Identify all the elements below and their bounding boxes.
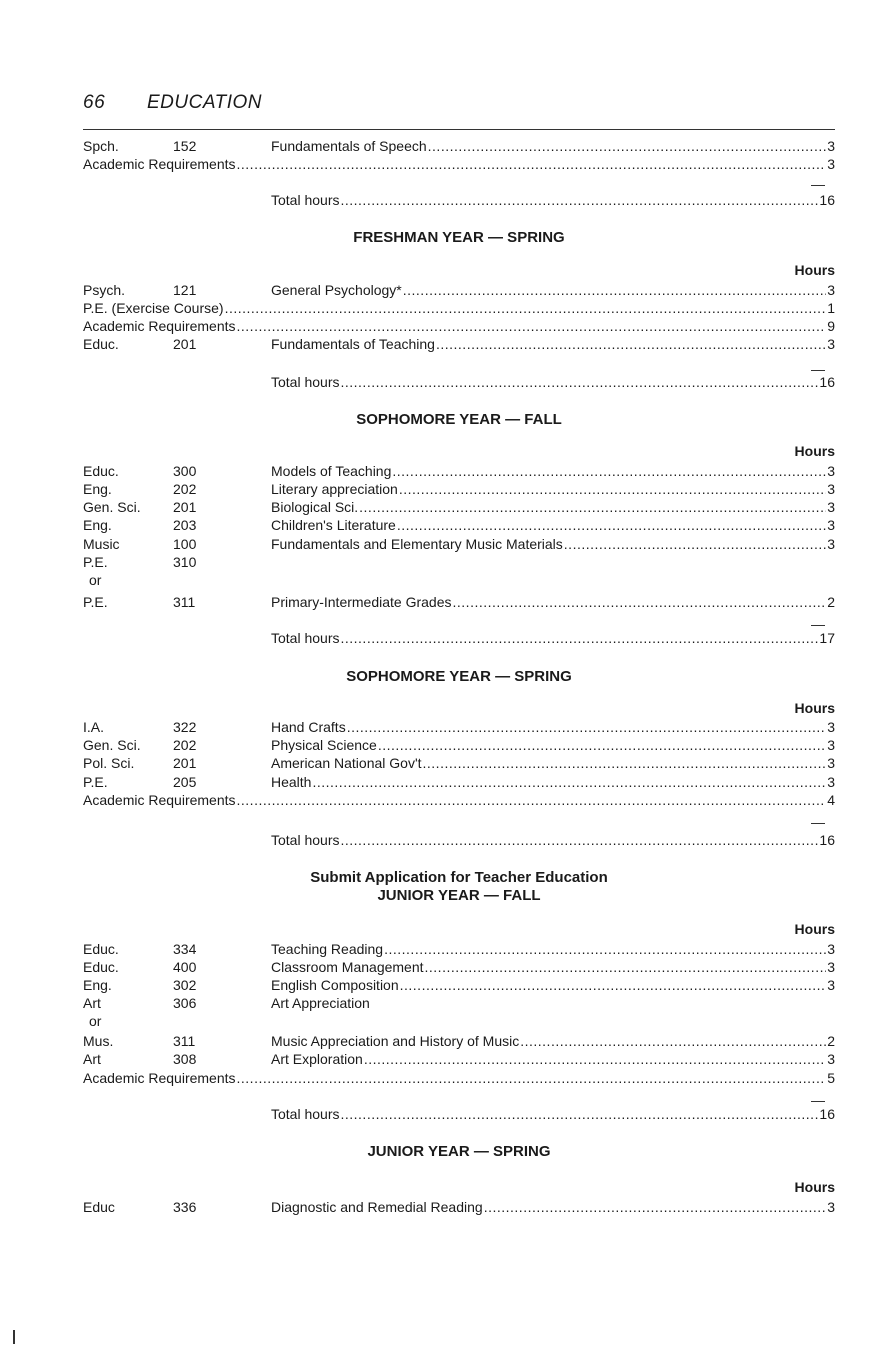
course-number: 300 xyxy=(173,463,197,479)
total-row xyxy=(83,831,835,849)
course-number: 311 xyxy=(173,1033,196,1049)
dot-leader xyxy=(237,155,827,173)
total-label: Total hours xyxy=(271,192,340,208)
course-row xyxy=(83,718,835,736)
course-title: Hand Crafts xyxy=(271,719,346,735)
course-dept: Educ. xyxy=(83,336,119,352)
course-line xyxy=(271,1198,835,1216)
course-line xyxy=(271,1050,835,1068)
course-hours: 9 xyxy=(827,318,835,334)
course-title: Models of Teaching xyxy=(271,463,392,479)
course-row xyxy=(83,335,835,353)
total-line xyxy=(271,629,835,647)
course-number: 201 xyxy=(173,755,197,771)
course-hours: 2 xyxy=(827,594,835,610)
course-hours: 3 xyxy=(827,517,835,533)
course-row xyxy=(83,976,835,994)
course-line xyxy=(271,994,835,1012)
course-row xyxy=(83,958,835,976)
course-number: 201 xyxy=(173,499,197,515)
section-title: SOPHOMORE YEAR — FALL xyxy=(356,411,562,428)
course-hours: 2 xyxy=(827,1033,835,1049)
total-label: Total hours xyxy=(271,832,340,848)
total-line xyxy=(271,373,835,391)
course-row xyxy=(83,773,835,791)
course-line xyxy=(83,791,835,809)
dot-leader xyxy=(347,718,827,736)
course-hours: 3 xyxy=(827,1199,835,1215)
dot-leader xyxy=(225,299,827,317)
course-title: Fundamentals and Elementary Music Materials xyxy=(271,536,563,552)
course-title: American National Gov't xyxy=(271,755,422,771)
course-dept: Educ. xyxy=(83,941,119,957)
page-number: 66 xyxy=(83,92,106,113)
dot-leader xyxy=(237,1069,827,1087)
course-line xyxy=(83,155,835,173)
course-title: Children's Literature xyxy=(271,517,396,533)
course-dept: Mus. xyxy=(83,1033,114,1049)
course-dept: Spch. xyxy=(83,138,119,154)
course-line xyxy=(271,754,835,772)
total-dash xyxy=(811,823,825,824)
course-dept: Art xyxy=(83,1051,101,1067)
course-dept: P.E. xyxy=(83,594,108,610)
total-row xyxy=(83,1105,835,1123)
course-hours: 3 xyxy=(827,1051,835,1067)
dot-leader xyxy=(340,629,818,647)
dot-leader xyxy=(340,191,818,209)
course-hours: 3 xyxy=(827,755,835,771)
course-hours: 5 xyxy=(827,1070,835,1086)
dot-leader xyxy=(237,791,827,809)
course-dept: Educ xyxy=(83,1199,115,1215)
course-title: Primary-Intermediate Grades xyxy=(271,594,452,610)
course-title: Diagnostic and Remedial Reading xyxy=(271,1199,483,1215)
course-number: 308 xyxy=(173,1051,197,1067)
course-dept: Eng. xyxy=(83,517,112,533)
section-title: FRESHMAN YEAR — SPRING xyxy=(353,229,565,246)
course-number: 306 xyxy=(173,995,197,1011)
course-number: 322 xyxy=(173,719,197,735)
course-hours: 3 xyxy=(827,774,835,790)
course-row xyxy=(83,1050,835,1068)
course-number: 202 xyxy=(173,737,197,753)
course-hours: 3 xyxy=(827,536,835,552)
dot-leader xyxy=(436,335,826,353)
course-line xyxy=(271,940,835,958)
course-title: P.E. (Exercise Course) xyxy=(83,300,224,316)
course-line xyxy=(83,299,835,317)
course-row xyxy=(83,1032,835,1050)
total-row xyxy=(83,373,835,391)
course-row xyxy=(83,1198,835,1216)
total-dash xyxy=(811,370,825,371)
dot-leader xyxy=(340,373,818,391)
page-title: EDUCATION xyxy=(147,92,262,113)
section-title: SOPHOMORE YEAR — SPRING xyxy=(346,668,572,685)
course-number: 400 xyxy=(173,959,197,975)
course-number: 201 xyxy=(173,336,197,352)
course-row xyxy=(83,480,835,498)
course-title: Academic Requirements xyxy=(83,318,236,334)
course-number: 334 xyxy=(173,941,197,957)
course-dept: or xyxy=(89,572,102,588)
course-row xyxy=(83,754,835,772)
course-dept: P.E. xyxy=(83,554,108,570)
course-hours: 3 xyxy=(827,463,835,479)
course-hours: 3 xyxy=(827,282,835,298)
course-line xyxy=(271,498,835,516)
course-number: 121 xyxy=(173,282,197,298)
total-hours: 17 xyxy=(819,630,835,646)
hours-header: Hours xyxy=(794,700,835,716)
dot-leader xyxy=(384,940,826,958)
course-title: Teaching Reading xyxy=(271,941,384,957)
course-row xyxy=(83,553,835,571)
course-dept: Pol. Sci. xyxy=(83,755,135,771)
course-title: Art Appreciation xyxy=(271,995,370,1011)
total-dash xyxy=(811,185,825,186)
course-hours: 3 xyxy=(827,138,835,154)
dot-leader xyxy=(392,462,826,480)
total-hours: 16 xyxy=(819,832,835,848)
dot-leader xyxy=(403,281,826,299)
course-row xyxy=(83,1012,835,1030)
dot-leader xyxy=(400,976,827,994)
course-line xyxy=(271,535,835,553)
course-dept: Gen. Sci. xyxy=(83,499,141,515)
course-title: Physical Science xyxy=(271,737,377,753)
margin-mark xyxy=(13,1330,15,1344)
course-title: Academic Requirements xyxy=(83,792,236,808)
course-line xyxy=(271,137,835,155)
dot-leader xyxy=(312,773,826,791)
dot-leader xyxy=(378,736,826,754)
course-number: 336 xyxy=(173,1199,197,1215)
section-title: JUNIOR YEAR — SPRING xyxy=(367,1143,551,1160)
hours-header: Hours xyxy=(794,921,835,937)
dot-leader xyxy=(484,1198,827,1216)
course-hours: 3 xyxy=(827,156,835,172)
course-title: Health xyxy=(271,774,312,790)
dot-leader xyxy=(340,1105,818,1123)
total-line xyxy=(271,831,835,849)
total-hours: 16 xyxy=(819,1106,835,1122)
course-line xyxy=(271,281,835,299)
dot-leader xyxy=(364,1050,826,1068)
total-label: Total hours xyxy=(271,1106,340,1122)
course-line xyxy=(271,516,835,534)
total-label: Total hours xyxy=(271,374,340,390)
course-dept: Educ. xyxy=(83,463,119,479)
course-line xyxy=(271,736,835,754)
header-rule xyxy=(83,129,835,130)
dot-leader xyxy=(359,498,826,516)
total-row xyxy=(83,629,835,647)
dot-leader xyxy=(340,831,818,849)
course-number: 152 xyxy=(173,138,197,154)
course-dept: Music xyxy=(83,536,120,552)
course-hours: 3 xyxy=(827,336,835,352)
dot-leader xyxy=(397,516,826,534)
course-number: 202 xyxy=(173,481,197,497)
course-line xyxy=(271,1032,835,1050)
course-hours: 1 xyxy=(827,300,835,316)
course-row xyxy=(83,516,835,534)
total-label: Total hours xyxy=(271,630,340,646)
course-dept: I.A. xyxy=(83,719,105,735)
course-hours: 3 xyxy=(827,941,835,957)
course-row xyxy=(83,498,835,516)
course-row xyxy=(83,281,835,299)
total-line xyxy=(271,1105,835,1123)
dot-leader xyxy=(423,754,827,772)
course-hours: 3 xyxy=(827,959,835,975)
course-line xyxy=(83,1069,835,1087)
course-line xyxy=(271,718,835,736)
course-row xyxy=(83,317,835,335)
course-number: 205 xyxy=(173,774,197,790)
total-hours: 16 xyxy=(819,192,835,208)
course-row xyxy=(83,535,835,553)
course-title: Classroom Management xyxy=(271,959,424,975)
course-title: Music Appreciation and History of Music xyxy=(271,1033,520,1049)
course-row xyxy=(83,736,835,754)
course-dept: Educ. xyxy=(83,959,119,975)
course-title: Academic Requirements xyxy=(83,156,236,172)
course-dept: Art xyxy=(83,995,101,1011)
course-number: 203 xyxy=(173,517,197,533)
course-title: General Psychology* xyxy=(271,282,402,298)
course-line xyxy=(83,317,835,335)
dot-leader xyxy=(428,137,827,155)
course-line xyxy=(271,335,835,353)
section-title: JUNIOR YEAR — FALL xyxy=(377,887,541,904)
dot-leader xyxy=(520,1032,826,1050)
page-header xyxy=(83,92,262,114)
course-title: English Composition xyxy=(271,977,399,993)
course-line xyxy=(271,976,835,994)
course-hours: 3 xyxy=(827,499,835,515)
course-hours: 4 xyxy=(827,792,835,808)
course-row xyxy=(83,940,835,958)
course-dept: Eng. xyxy=(83,977,112,993)
dot-leader xyxy=(453,593,827,611)
dot-leader xyxy=(237,317,827,335)
course-dept: P.E. xyxy=(83,774,108,790)
course-row xyxy=(83,571,835,589)
course-line xyxy=(271,593,835,611)
submit-note: Submit Application for Teacher Education xyxy=(310,869,608,886)
total-hours: 16 xyxy=(819,374,835,390)
course-row xyxy=(83,462,835,480)
course-row xyxy=(83,299,835,317)
total-row xyxy=(83,191,835,209)
course-row xyxy=(83,1069,835,1087)
course-row xyxy=(83,593,835,611)
course-row xyxy=(83,155,835,173)
course-dept: or xyxy=(89,1013,102,1029)
hours-header: Hours xyxy=(794,1179,835,1195)
course-hours: 3 xyxy=(827,977,835,993)
course-title: Biological Sci. xyxy=(271,499,359,515)
course-dept: Eng. xyxy=(83,481,112,497)
course-hours: 3 xyxy=(827,481,835,497)
hours-header: Hours xyxy=(794,443,835,459)
course-title: Fundamentals of Teaching xyxy=(271,336,435,352)
course-number: 302 xyxy=(173,977,197,993)
course-title: Academic Requirements xyxy=(83,1070,236,1086)
course-number: 100 xyxy=(173,536,197,552)
dot-leader xyxy=(399,480,826,498)
course-row xyxy=(83,137,835,155)
course-title: Fundamentals of Speech xyxy=(271,138,427,154)
course-line xyxy=(271,480,835,498)
course-title: Art Exploration xyxy=(271,1051,363,1067)
total-dash xyxy=(811,625,825,626)
course-line xyxy=(271,958,835,976)
course-number: 310 xyxy=(173,554,197,570)
dot-leader xyxy=(425,958,827,976)
course-dept: Gen. Sci. xyxy=(83,737,141,753)
dot-leader xyxy=(564,535,826,553)
course-hours: 3 xyxy=(827,719,835,735)
course-dept: Psych. xyxy=(83,282,126,298)
course-row xyxy=(83,994,835,1012)
course-row xyxy=(83,791,835,809)
course-number: 311 xyxy=(173,594,196,610)
course-title: Literary appreciation xyxy=(271,481,398,497)
course-hours: 3 xyxy=(827,737,835,753)
hours-header: Hours xyxy=(794,262,835,278)
total-dash xyxy=(811,1101,825,1102)
course-line xyxy=(271,773,835,791)
total-line xyxy=(271,191,835,209)
course-line xyxy=(271,462,835,480)
